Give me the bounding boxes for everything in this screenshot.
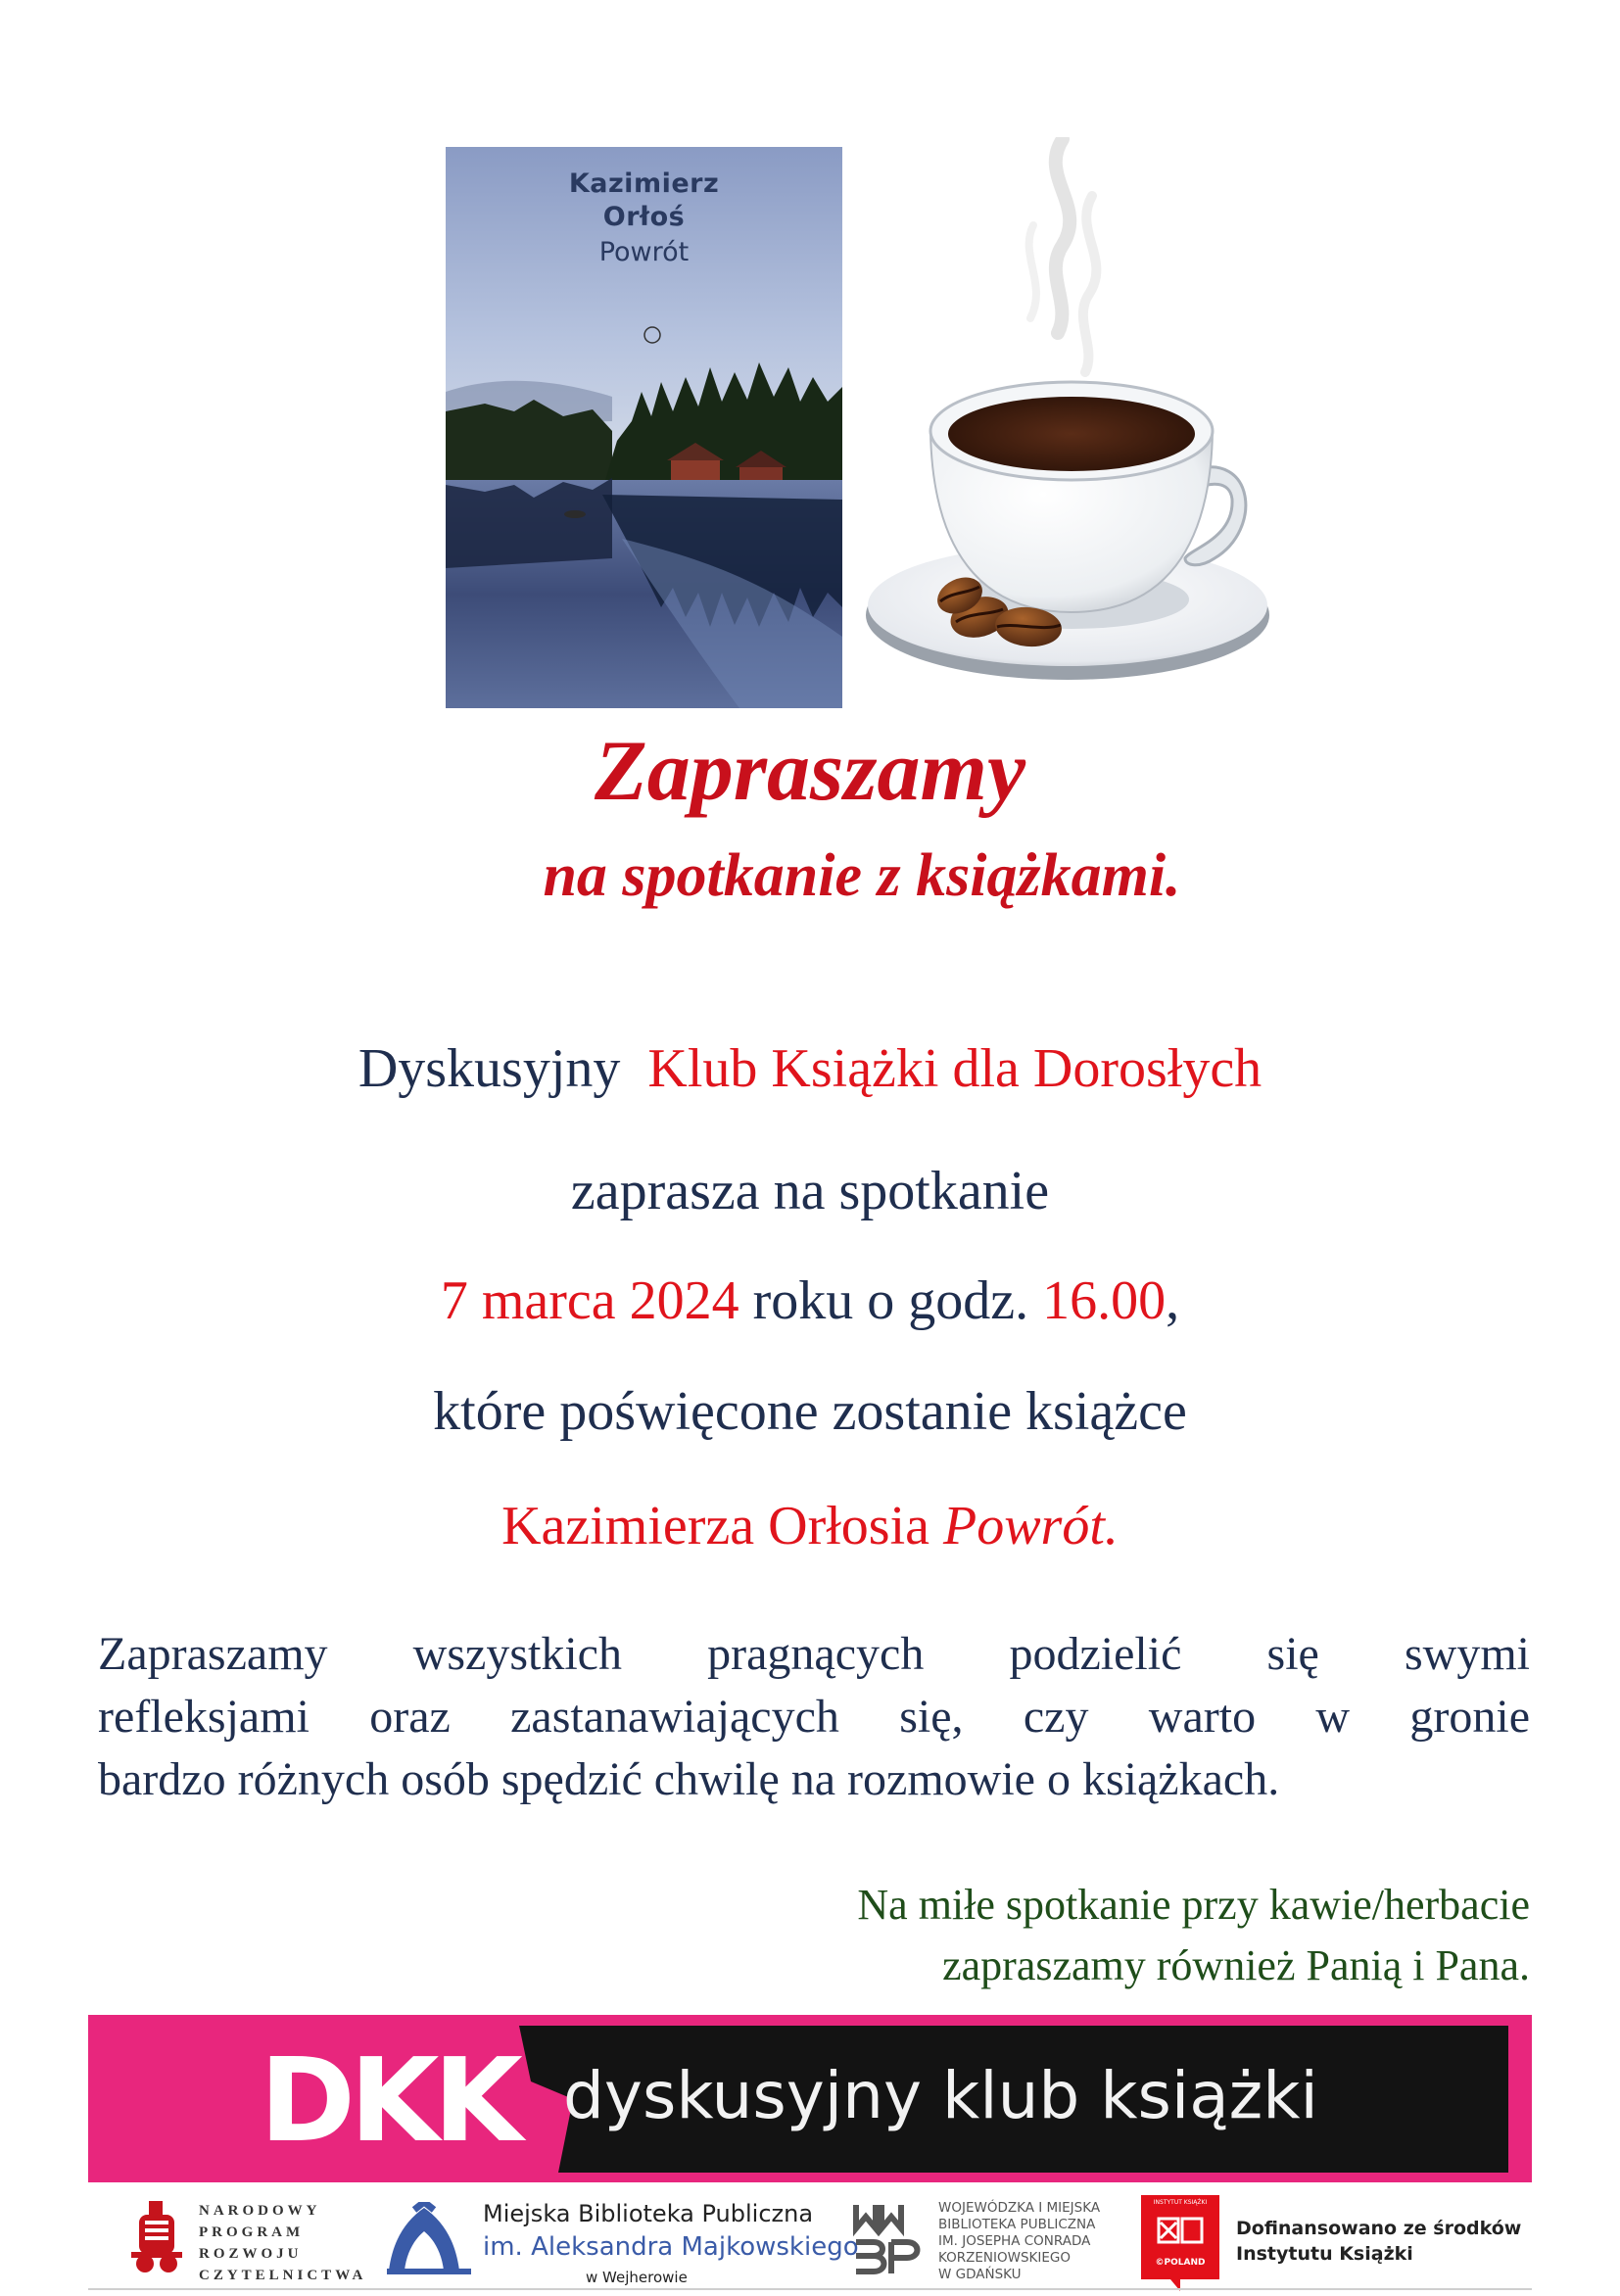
- library-wejherowo-name: Miejska Biblioteka Publiczna: [483, 2200, 814, 2227]
- closing-line-1: Na miłe spotkanie przy kawie/herbacie: [857, 1881, 1530, 1929]
- invite-topic-line: które poświęcone zostanie książce: [433, 1381, 1187, 1442]
- meeting-date: 7 marca 2024: [440, 1270, 739, 1331]
- invite-meeting-line: zaprasza na spotkanie: [570, 1161, 1050, 1221]
- locomotive-icon: [127, 2199, 186, 2277]
- closing-line-2: zapraszamy również Panią i Pana.: [942, 1941, 1530, 1989]
- nprc-line-2: PROGRAM: [199, 2224, 305, 2240]
- heading-subtitle: na spotkanie z książkami.: [543, 842, 1181, 909]
- invite-book-line: [0, 1494, 1620, 1558]
- club-prefix: Dyskusyjny: [357, 1038, 621, 1099]
- cover-book-title: Powrót: [598, 237, 690, 267]
- paragraph-line-1: Zapraszamy wszystkich pragnących podzielić się swymi: [98, 1628, 1530, 1680]
- ik-badge-bottom: ©POLAND: [1155, 2258, 1206, 2268]
- paragraph-line-3: bardzo różnych osób spędzić chwilę na rozmowie o książkach.: [98, 1753, 1280, 1805]
- library-wejherowo-logo-icon: [385, 2202, 473, 2276]
- wbp-line-5: W GDAŃSKU: [938, 2267, 1022, 2282]
- dkk-banner: [88, 2015, 1532, 2182]
- book-author: Kazimierza Orłosia: [501, 1496, 943, 1556]
- wbp-gdansk-logo-icon: [852, 2199, 930, 2277]
- time-suffix: ,: [1166, 1270, 1180, 1331]
- paragraph-line-2: refleksjami oraz zastanawiających się, czy warto w gronie: [98, 1691, 1530, 1743]
- nprc-line-3: ROZWOJU: [199, 2246, 303, 2262]
- banner-text: dyskusyjny klub książki: [563, 2058, 1318, 2133]
- wbp-gdansk-text: [938, 2200, 1100, 2283]
- nprc-line-4: CZYTELNICTWA: [199, 2268, 367, 2283]
- ik-badge-top: INSTYTUT KSIĄŻKI: [1153, 2199, 1208, 2206]
- nprc-logo-text: [199, 2200, 366, 2286]
- wbp-line-2: BIBLIOTEKA PUBLICZNA: [938, 2217, 1096, 2232]
- funding-note: [1236, 2216, 1521, 2267]
- wbp-line-3: IM. JOSEPHA CONRADA: [938, 2233, 1091, 2249]
- cover-author-first-name: Kazimierz: [568, 168, 720, 199]
- wbp-line-1: WOJEWÓDZKA I MIEJSKA: [938, 2200, 1101, 2216]
- invite-date-line: [0, 1268, 1620, 1333]
- instytut-ksiazki-logo-icon: [1141, 2195, 1219, 2291]
- invitation-paragraph: [98, 1623, 1530, 1811]
- coffee-cup-image: [862, 137, 1273, 686]
- footer-divider: [88, 2288, 1532, 2290]
- funding-note-line-2: Instytutu Książki: [1236, 2243, 1413, 2265]
- library-wejherowo-patron: im. Aleksandra Majkowskiego: [483, 2232, 859, 2262]
- club-name: Klub Książki dla Dorosłych: [647, 1038, 1263, 1099]
- nprc-line-1: NARODOWY: [199, 2203, 321, 2219]
- wbp-line-4: KORZENIOWSKIEGO: [938, 2250, 1071, 2266]
- funding-note-line-1: Dofinansowano ze środków: [1236, 2218, 1522, 2239]
- dkk-logo: DKK: [260, 2033, 517, 2168]
- book-cover-image: [446, 147, 842, 708]
- time-prefix: roku o godz.: [739, 1270, 1043, 1331]
- invite-club-line: [0, 1036, 1620, 1101]
- heading-invite: Zapraszamy: [595, 724, 1025, 819]
- meeting-time: 16.00: [1042, 1270, 1167, 1331]
- cover-author-last-name: Orłoś: [602, 202, 686, 232]
- library-wejherowo-city: w Wejherowie: [586, 2269, 688, 2286]
- book-title: Powrót.: [942, 1496, 1119, 1556]
